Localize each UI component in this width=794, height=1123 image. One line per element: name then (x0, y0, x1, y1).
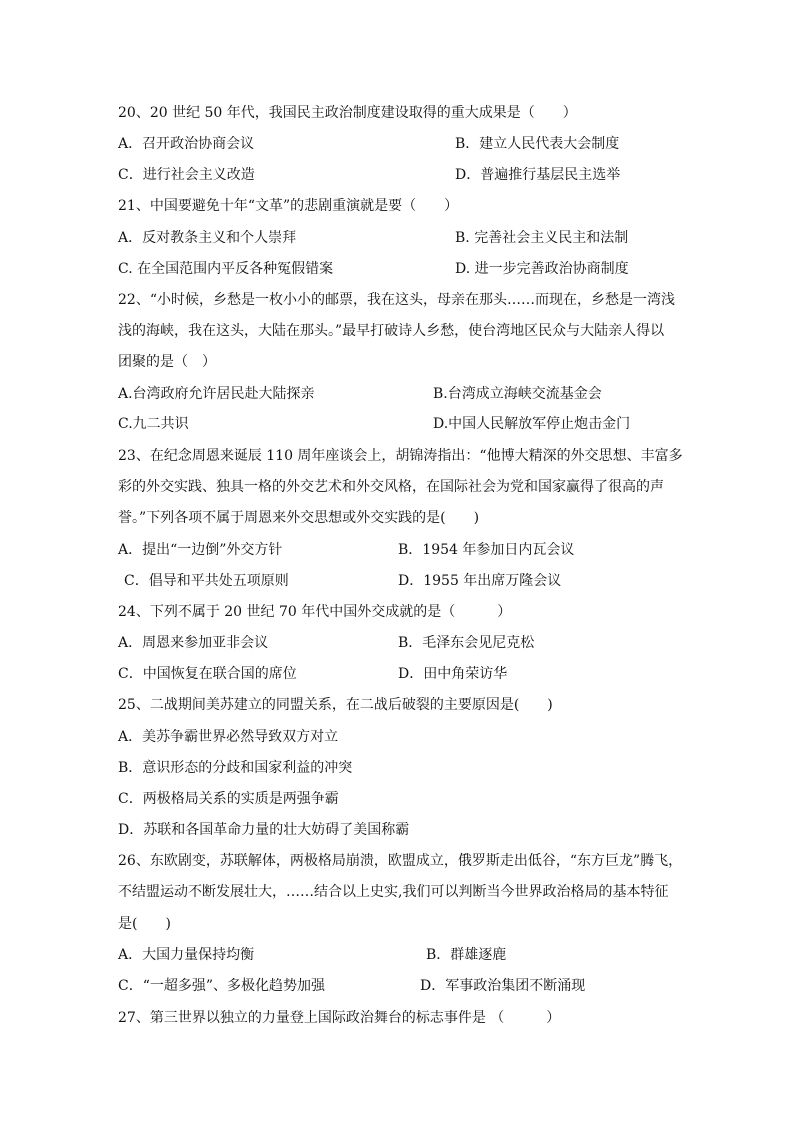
question-21-option-c: C. 在全国范围内平反各种冤假错案 (118, 261, 334, 277)
question-20-stem: 20、20 世纪 50 年代，我国民主政治制度建设取得的重大成果是（ ） (118, 105, 577, 121)
question-20-option-a: A．召开政治协商会议 (118, 136, 255, 152)
question-27-stem: 27、第三世界以独立的力量登上国际政治舞台的标志事件是 （ ） (118, 1010, 561, 1026)
question-22-stem-line-1: 22、“小时候，乡愁是一枚小小的邮票，我在这头，母亲在那头……而现在，乡愁是一湾浅 (118, 292, 675, 308)
question-25-option-d: D．苏联和各国革命力量的壮大妨碍了美国称霸 (118, 822, 410, 838)
question-21-option-d: D. 进一步完善政治协商制度 (455, 261, 629, 277)
question-22-option-d: D.中国人民解放军停止炮击金门 (433, 416, 631, 432)
question-25-option-c: C．两极格局关系的实质是两强争霸 (118, 791, 339, 807)
question-23-stem-line-2: 彩的外交实践、独具一格的外交艺术和外交风格，在国际社会为党和国家赢得了很高的声 (118, 479, 664, 495)
question-24-option-d: D．田中角荣访华 (398, 666, 508, 682)
question-22-option-c: C.九二共识 (118, 416, 189, 432)
question-25-option-a: A．美苏争霸世界必然导致双方对立 (118, 729, 339, 745)
question-24-option-b: B．毛泽东会见尼克松 (398, 635, 535, 651)
question-20-option-d: D．普遍推行基层民主选举 (455, 167, 621, 183)
question-22-stem-line-2: 浅的海峡，我在这头，大陆在那头。”最早打破诗人乡愁，使台湾地区民众与大陆亲人得以 (118, 323, 665, 339)
question-26-option-c: C．“一超多强”、多极化趋势加强 (118, 978, 326, 994)
question-21-stem: 21、中国要避免十年“文革”的悲剧重演就是要（ ） (118, 198, 459, 214)
question-23-stem-line-3: 誉。”下列各项不属于周恩来外交思想或外交实践的是( ) (118, 510, 480, 526)
question-21-option-a: A．反对教条主义和个人崇拜 (118, 230, 297, 246)
question-24-option-c: C．中国恢复在联合国的席位 (118, 666, 297, 682)
question-22-option-a: A.台湾政府允许居民赴大陆探亲 (118, 386, 315, 402)
question-26-option-a: A．大国力量保持均衡 (118, 947, 255, 963)
question-20-option-b: B．建立人民代表大会制度 (455, 136, 620, 152)
question-21-option-b: B. 完善社会主义民主和法制 (455, 230, 629, 246)
question-22-option-b: B.台湾成立海峡交流基金会 (433, 386, 602, 402)
question-24-option-a: A．周恩来参加亚非会议 (118, 635, 269, 651)
question-22-stem-line-3: 团聚的是（ ） (118, 354, 216, 370)
question-25-option-b: B．意识形态的分歧和国家利益的冲突 (118, 760, 353, 776)
question-26-option-b: B．群雄逐鹿 (426, 947, 507, 963)
question-23-stem-line-1: 23、在纪念周恩来诞辰 110 周年座谈会上，胡锦涛指出：“他博大精深的外交思想、丰富多 (118, 448, 683, 464)
question-23-option-a: A．提出“一边倒”外交方针 (118, 542, 283, 558)
question-23-option-b: B．1954 年参加日内瓦会议 (398, 542, 575, 558)
question-23-option-c: C．倡导和平共处五项原则 (124, 573, 289, 589)
question-26-stem-line-2: 不结盟运动不断发展壮大，……结合以上史实,我们可以判断当今世界政治格局的基本特征 (118, 884, 669, 900)
question-26-stem-line-1: 26、东欧剧变，苏联解体，两极格局崩溃，欧盟成立，俄罗斯走出低谷，“东方巨龙”腾飞， (118, 853, 683, 869)
question-23-option-d: D．1955 年出席万隆会议 (398, 573, 562, 589)
question-25-stem: 25、二战期间美苏建立的同盟关系，在二战后破裂的主要原因是( ) (118, 697, 553, 713)
question-20-option-c: C．进行社会主义改造 (118, 167, 255, 183)
question-26-option-d: D．军事政治集团不断涌现 (420, 978, 586, 994)
question-24-stem: 24、下列不属于 20 世纪 70 年代中国外交成就的是（ ） (118, 604, 512, 620)
question-26-stem-line-3: 是( ) (118, 916, 171, 932)
